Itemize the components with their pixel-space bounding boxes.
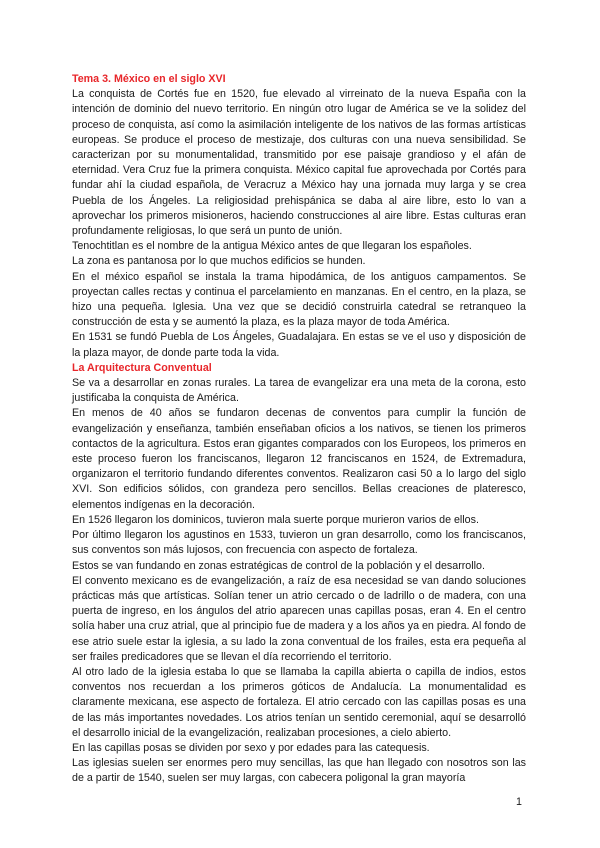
paragraph: La conquista de Cortés fue en 1520, fue elevado al virreinato de la nueva España con la intención de dominio del nuevo territorio. En ningún otro lugar de América se ve la solidez del proceso de conquista, así como la asimilación inteligente de los nativos de las formas artísticas europeas. Se produce el proceso de mestizaje, dos culturas con una nueva sensibilidad. Se caracterizan por su monumentalidad, transmitido por ese paisaje grandioso y el afán de eternidad. Vera Cruz fue la primera conquista. México capital fue aprovechada por Cortés para fundar ahí la ciudad española, de Veracruz a México hay una jornada muy larga y se crea Puebla de los Ángeles. La religiosidad prehispánica se daba al aire libre, esto lo van a aprovechar los primeros misioneros, haciendo construcciones al aire libre. Estas culturas eran profundamente religiosas, lo que será un punto de unión.	[72, 88, 526, 238]
paragraph: En menos de 40 años se fundaron decenas de conventos para cumplir la función de evangelización y enseñanza, también enseñaban oficios a los nativos, se tienen los primeros contactos de la agricultura. Estos eran gigantes comparados con los Europeos, los primeros en este proceso fueron los franciscanos, llegaron 12 franciscanos en 1524, de Extremadura, organizaron el territorio fundando diferentes conventos. Realizaron casi 50 a lo largo del siglo XVI. Son edificios sólidos, con grandeza pero sencillos. Bellas creaciones de plateresco, elementos indígenas en la decoración.	[72, 407, 526, 511]
page-number: 1	[516, 796, 522, 808]
document-page	[72, 72, 526, 787]
paragraph: En las capillas posas se dividen por sexo y por edades para las catequesis.	[72, 741, 430, 754]
paragraph: En 1526 llegaron los dominicos, tuvieron mala suerte porque murieron varios de ellos.	[72, 513, 479, 526]
paragraph: El convento mexicano es de evangelización, a raíz de esa necesidad se van dando soluciones prácticas más que artísticas. Solían tener un atrio cercado o de ladrillo o de madera, con una puerta de ingreso, en los ángulos del atrio aparecen unas capillas posas, eran 4. En el centro solía haber una cruz atrial, que al principio fue de madera y a los años ya en piedra. Al fondo de ese atrio suele estar la iglesia, a su lado la zona conventual de los frailes, esta era pequeña al ser frailes predicadores que se llevan el día recorriendo el territorio.	[72, 574, 526, 663]
paragraph: En el méxico español se instala la trama hipodámica, de los antiguos campamentos. Se proyectan calles rectas y continua el parcelamiento en manzanas. En el centro, en la plaza, se hizo una pequeña. Iglesia. Una vez que se decidió construirla catedral se retranqueo la construcción de esta y se aumentó la plaza, es la plaza mayor de toda América.	[72, 270, 526, 329]
paragraph: Por último llegaron los agustinos en 1533, tuvieron un gran desarrollo, como los franciscanos, sus conventos son más lujosos, con frecuencia con aspecto de fortaleza.	[72, 529, 526, 557]
paragraph: Estos se van fundando en zonas estratégicas de control de la población y el desarrollo.	[72, 559, 485, 572]
paragraph: Las iglesias suelen ser enormes pero muy sencillas, las que han llegado con nosotros son las de a partir de 1540, suelen ser muy largas, con cabecera poligonal la gran mayoría	[72, 757, 526, 785]
paragraph: Se va a desarrollar en zonas rurales. La tarea de evangelizar era una meta de la corona, esto justificaba la conquista de América.	[72, 377, 526, 405]
paragraph: Al otro lado de la iglesia estaba lo que se llamaba la capilla abierta o capilla de indios, estos conventos nos recuerdan a los primeros góticos de Andalucía. La monumentalidad es claramente mexicana, ese aspecto de fortaleza. El atrio cercado con las capillas posas es una de las más importantes novedades. Los atrios tenían un sentido ceremonial, aquí se desarrolló el desarrollo inicial de la evangelización, realizaban procesiones, a cielo abierto.	[72, 665, 526, 739]
section-heading-arquitectura-conventual: La Arquitectura Conventual	[72, 361, 212, 374]
paragraph: La zona es pantanosa por lo que muchos edificios se hunden.	[72, 255, 366, 268]
paragraph: Tenochtitlan es el nombre de la antigua México antes de que llegaran los españoles.	[72, 240, 472, 253]
section-heading-tema-3: Tema 3. México en el siglo XVI	[72, 73, 226, 85]
paragraph: En 1531 se fundó Puebla de Los Ángeles, Guadalajara. En estas se ve el uso y disposición de la plaza mayor, de donde parte toda la vida.	[72, 331, 526, 359]
